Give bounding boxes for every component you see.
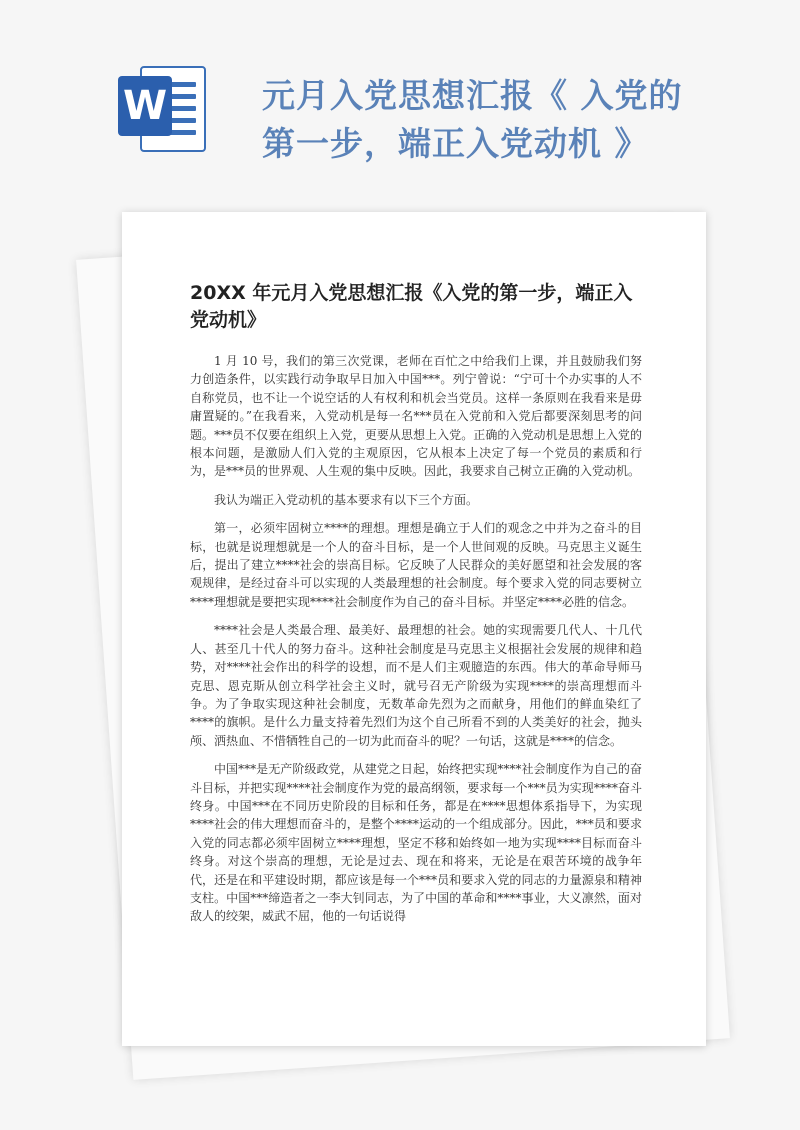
paragraph: 我认为端正入党动机的基本要求有以下三个方面。 [214, 492, 479, 507]
page-title: 元月入党思想汇报《 入党的第一步，端正入党动机 》 [262, 76, 683, 163]
document-body [190, 352, 642, 936]
paragraph: 第一，必须牢固树立****的理想。理想是确立于人们的观念之中并为之奋斗的目标，也就是说理想就是一个人的奋斗目标，是一个人世间观的反映。马克思主义诞生后，提出了建立****社会的崇高目标。它反映了人民群众的美好愿望和社会发展的客观规律，是经过奋斗可以实现的人类最理想的社会制度。每个要求入党的同志要树立****理想就是要把实现****社会制度作为自己的奋斗目标。并坚定****必胜的信念。 [190, 521, 642, 609]
document-title: 20XX 年元月入党思想汇报《入党的第一步，端正入党动机》 [190, 282, 633, 331]
icon-line [170, 118, 196, 123]
word-letter-badge: W [118, 76, 172, 136]
icon-line [170, 82, 196, 87]
icon-line [170, 94, 196, 99]
icon-line [170, 106, 196, 111]
document-page [122, 212, 706, 1046]
paragraph: 中国***是无产阶级政党，从建党之日起，始终把实现****社会制度作为自己的奋斗目标，并把实现****社会制度作为党的最高纲领，要求每一个***员为实现****奋斗终身。中国***在不同历史阶段的目标和任务，都是在****思想体系指导下，为实现****社会的伟大理想而奋斗的，是整个****运动的一个组成部分。因此，***员和要求入党的同志都必须牢固树立****理想，坚定不移和始终如一地为实现****目标而奋斗终身。对这个崇高的理想，无论是过去、现在和将来，无论是在艰苦环境的战争年代，还是在和平建设时期，都应该是每一个***员和要求入党的同志的力量源泉和精神支柱。中国***缔造者之一李大钊同志，为了中国的革命和****事业，大义凛然，面对敌人的绞架，威武不屈，他的一句话说得 [190, 762, 642, 924]
paragraph: ****社会是人类最合理、最美好、最理想的社会。她的实现需要几代人、十几代人、甚至几十代人的努力奋斗。这种社会制度是马克思主义根据社会发展的规律和趋势，对****社会作出的科学的设想，而不是人们主观臆造的东西。伟大的革命导师马克思、恩克斯从创立科学社会主义时，就号召无产阶级为实现****的崇高理想而斗争。为了争取实现这种社会制度，无数革命先烈为之而献身，用他们的鲜血染红了****的旗帜。是什么力量支持着先烈们为这个自己所看不到的人类美好的社会，抛头颅、洒热血、不惜牺牲自己的一切为此而奋斗的呢？一句话，这就是****的信念。 [190, 623, 642, 748]
paragraph: 1 月 10 号，我们的第三次党课，老师在百忙之中给我们上课，并且鼓励我们努力创造条件，以实践行动争取早日加入中国***。列宁曾说：“宁可十个办实事的人不自称党员，也不让一个说空话的人有权利和机会当党员。这样一条原则在我看来是毋庸置疑的。”在我看来，入党动机是每一名***员在入党前和入党后都要深刻思考的问题。***员不仅要在组织上入党，更要从思想上入党。正确的入党动机是思想上入党的根本问题，是激励人们入党的主观原因，它从根本上决定了每一个党员的素质和行为，是***员的世界观、人生观的集中反映。因此，我要求自己树立正确的入党动机。 [190, 354, 642, 479]
icon-line [170, 130, 196, 135]
word-document-icon [118, 62, 214, 158]
